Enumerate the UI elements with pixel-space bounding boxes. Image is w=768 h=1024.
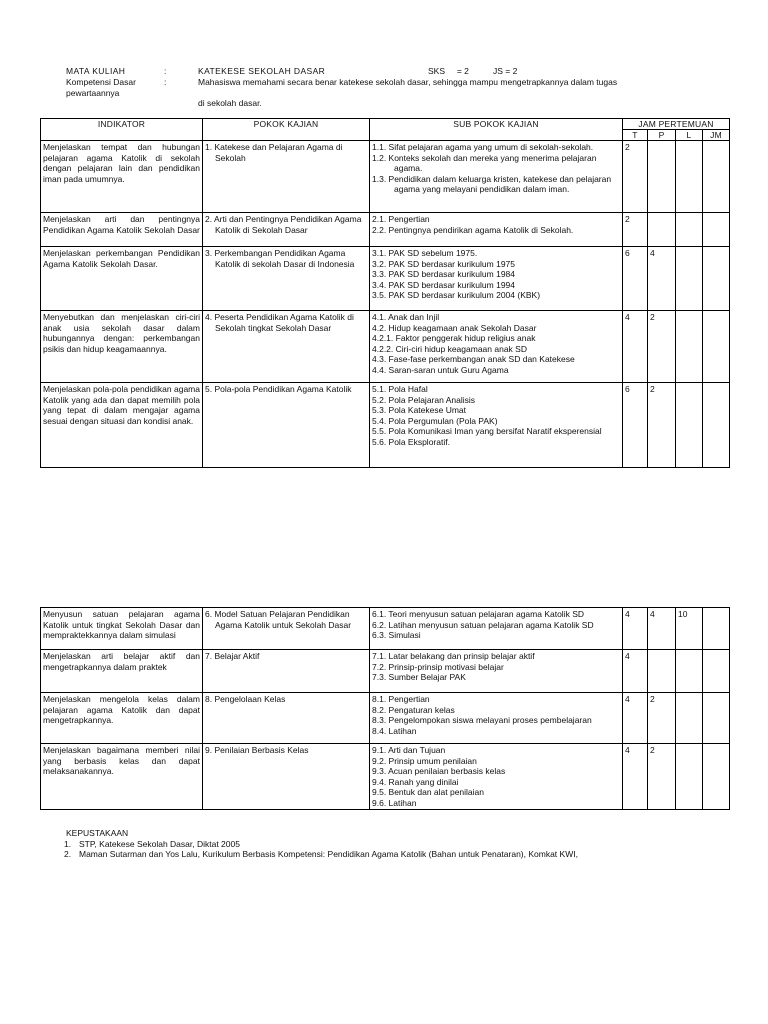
jam-jm-cell bbox=[703, 650, 730, 693]
sub-pokok-item: 7.3. Sumber Belajar PAK bbox=[372, 672, 466, 682]
sub-pokok-item: 1.1. Sifat pelajaran agama yang umum di sekolah-sekolah. bbox=[372, 142, 594, 152]
sub-pokok-item: 8.3. Pengelompokan siswa melayani proses pembelajaran bbox=[372, 715, 592, 725]
indikator-cell: Menjelaskan tempat dan hubungan pelajaran agama Katolik di sekolah dengan pelajaran lain dan pendidikan iman pada umumnya. bbox=[41, 141, 203, 213]
sub-pokok-item: 5.6. Pola Eksploratif. bbox=[372, 436, 450, 447]
sub-pokok-item: 4.2. Hidup keagamaan anak Sekolah Dasar bbox=[372, 322, 537, 333]
sub-pokok-item: 3.3. PAK SD berdasar kurikulum 1984 bbox=[372, 269, 515, 279]
header-jm: JM bbox=[703, 130, 730, 141]
jam-l-cell: 10 bbox=[676, 608, 703, 650]
reference-number: 1. bbox=[64, 838, 72, 849]
jam-jm-cell bbox=[703, 141, 730, 213]
jam-p-cell bbox=[648, 213, 676, 247]
kepustakaan-title: KEPUSTAKAAN bbox=[66, 828, 129, 838]
jam-p-cell: 4 bbox=[648, 247, 676, 311]
kompetensi-label: Kompetensi Dasar bbox=[66, 77, 136, 87]
mata-kuliah-colon: : bbox=[164, 66, 167, 76]
jam-jm-cell bbox=[703, 383, 730, 468]
jam-p-cell: 2 bbox=[648, 744, 676, 810]
sub-pokok-item: 9.2. Prinsip umum penilaian bbox=[372, 755, 477, 766]
sub-pokok-item: 7.2. Prinsip-prinsip motivasi belajar bbox=[372, 661, 504, 672]
sub-pokok-kajian-cell bbox=[370, 247, 623, 311]
jam-p-cell bbox=[648, 650, 676, 693]
sub-pokok-item: 6.2. Latihan menyusun satuan pelajaran agama Katolik SD bbox=[372, 619, 594, 630]
jam-l-cell bbox=[676, 693, 703, 744]
pokok-kajian-cell bbox=[203, 693, 370, 744]
js-value: JS = 2 bbox=[493, 66, 518, 76]
pokok-kajian-text: 3. Perkembangan Pendidikan Agama Katolik di sekolah Dasar di Indonesia bbox=[205, 248, 355, 269]
jam-p-cell bbox=[648, 141, 676, 213]
sub-pokok-item: 4.1. Anak dan Injil bbox=[372, 312, 440, 322]
sub-pokok-item: 3.4. PAK SD berdasar kurikulum 1994 bbox=[372, 279, 515, 290]
reference-item bbox=[66, 839, 578, 850]
jam-l-cell bbox=[676, 744, 703, 810]
sub-pokok-item: 9.1. Arti dan Tujuan bbox=[372, 745, 446, 755]
pokok-kajian-text: 7. Belajar Aktif bbox=[205, 651, 260, 661]
mata-kuliah-label: MATA KULIAH bbox=[66, 66, 126, 76]
pokok-kajian-cell bbox=[203, 141, 370, 213]
pokok-kajian-cell bbox=[203, 608, 370, 650]
table-row bbox=[41, 608, 730, 650]
mata-kuliah-value: KATEKESE SEKOLAH DASAR bbox=[198, 66, 326, 76]
sub-pokok-kajian-cell bbox=[370, 311, 623, 383]
header-l: L bbox=[676, 130, 703, 141]
jam-l-cell bbox=[676, 247, 703, 311]
sub-pokok-item: 7.1. Latar belakang dan prinsip belajar aktif bbox=[372, 651, 535, 661]
sub-pokok-kajian-cell bbox=[370, 693, 623, 744]
sub-pokok-kajian-cell bbox=[370, 744, 623, 810]
jam-jm-cell bbox=[703, 744, 730, 810]
jam-jm-cell bbox=[703, 311, 730, 383]
kepustakaan-section bbox=[66, 828, 578, 860]
pokok-kajian-text: 9. Penilaian Berbasis Kelas bbox=[205, 745, 309, 755]
sub-pokok-item: 5.5. Pola Komunikasi Iman yang bersifat Naratif eksperensial bbox=[372, 426, 602, 436]
pokok-kajian-text: 5. Pola-pola Pendidikan Agama Katolik bbox=[205, 384, 352, 394]
jam-p-cell: 2 bbox=[648, 383, 676, 468]
table-row bbox=[41, 311, 730, 383]
pokok-kajian-cell bbox=[203, 311, 370, 383]
pokok-kajian-text: 2. Arti dan Pentingnya Pendidikan Agama Katolik di Sekolah Dasar bbox=[205, 214, 362, 235]
header-sub-pokok-kajian: SUB POKOK KAJIAN bbox=[370, 119, 623, 141]
sub-pokok-item: 5.3. Pola Katekese Umat bbox=[372, 405, 467, 415]
table-row bbox=[41, 650, 730, 693]
jam-l-cell bbox=[676, 213, 703, 247]
reference-item bbox=[66, 849, 578, 860]
sub-pokok-item: 9.3. Acuan penilaian berbasis kelas bbox=[372, 766, 506, 776]
sub-pokok-item: 6.1. Teori menyusun satuan pelajaran agama Katolik SD bbox=[372, 609, 584, 619]
table-row bbox=[41, 213, 730, 247]
sub-pokok-kajian-cell bbox=[370, 141, 623, 213]
reference-text: STP, Katekese Sekolah Dasar, Diktat 2005 bbox=[79, 838, 240, 849]
table-row bbox=[41, 141, 730, 213]
jam-p-cell: 2 bbox=[648, 693, 676, 744]
sub-pokok-item: 8.4. Latihan bbox=[372, 725, 417, 736]
header-t: T bbox=[623, 130, 648, 141]
sub-pokok-item: 3.2. PAK SD berdasar kurikulum 1975 bbox=[372, 258, 515, 269]
sub-pokok-kajian-cell bbox=[370, 608, 623, 650]
indikator-cell: Menjelaskan mengelola kelas dalam pelajaran agama Katolik dan dapat mengetrapkannya. bbox=[41, 693, 203, 744]
indikator-cell: Menyebutkan dan menjelaskan ciri-ciri anak usia sekolah dasar dalam hubungannya dengan: perkembangan psikis dan hidup keagamaannya. bbox=[41, 311, 203, 383]
indikator-cell: Menjelaskan arti belajar aktif dan mengetrapkannya dalam praktek bbox=[41, 650, 203, 693]
indikator-cell: Menjelaskan arti dan pentingnya Pendidikan Agama Katolik Sekolah Dasar bbox=[41, 213, 203, 247]
pokok-kajian-text: 4. Peserta Pendidikan Agama Katolik di Sekolah tingkat Sekolah Dasar bbox=[205, 312, 354, 333]
syllabus-table bbox=[40, 118, 730, 468]
sub-pokok-item: 4.3. Fase-fase perkembangan anak SD dan Katekese bbox=[372, 354, 575, 364]
table-row bbox=[41, 744, 730, 810]
jam-t-cell: 6 bbox=[623, 247, 648, 311]
sub-pokok-item: 2.2. Pentingnya pendirikan agama Katolik di Sekolah. bbox=[372, 224, 574, 235]
header-jam-pertemuan: JAM PERTEMUAN bbox=[623, 119, 730, 130]
jam-jm-cell bbox=[703, 213, 730, 247]
pokok-kajian-cell bbox=[203, 383, 370, 468]
jam-l-cell bbox=[676, 311, 703, 383]
indikator-cell: Menjelaskan pola-pola pendidikan agama Katolik yang ada dan dapat memilih pola yang tepat di dalam mengajar agama sesuai dengan situasi dan kondisi anak. bbox=[41, 383, 203, 468]
jam-t-cell: 4 bbox=[623, 693, 648, 744]
sks-value: SKS = 2 bbox=[428, 66, 469, 76]
kompetensi-value: Mahasiswa memahami secara benar katekese sekolah dasar, sehingga mampu mengetrapkannya dalam tugas bbox=[198, 77, 618, 87]
jam-l-cell bbox=[676, 650, 703, 693]
table-row bbox=[41, 247, 730, 311]
sub-pokok-item: 8.1. Pengertian bbox=[372, 694, 430, 704]
sub-pokok-item: 9.6. Latihan bbox=[372, 797, 417, 808]
jam-t-cell: 6 bbox=[623, 383, 648, 468]
indikator-cell: Menjelaskan bagaimana memberi nilai yang berbasis kelas dan dapat melaksanakannya. bbox=[41, 744, 203, 810]
sub-pokok-kajian-cell bbox=[370, 383, 623, 468]
jam-t-cell: 4 bbox=[623, 608, 648, 650]
pokok-kajian-text: 8. Pengelolaan Kelas bbox=[205, 694, 286, 704]
sub-pokok-item: 9.4. Ranah yang dinilai bbox=[372, 776, 459, 787]
header-pokok-kajian: POKOK KAJIAN bbox=[203, 119, 370, 141]
sub-pokok-kajian-cell bbox=[370, 213, 623, 247]
sub-pokok-item: 8.2. Pengaturan kelas bbox=[372, 704, 455, 715]
jam-t-cell: 2 bbox=[623, 213, 648, 247]
sub-pokok-item: 5.4. Pola Pergumulan (Pola PAK) bbox=[372, 415, 498, 426]
sub-pokok-item: 4.2.2. Ciri-ciri hidup keagamaan anak SD bbox=[372, 343, 527, 354]
indikator-cell: Menyusun satuan pelajaran agama Katolik untuk tingkat Sekolah Dasar dan mempraktekkannya dalam simulasi bbox=[41, 608, 203, 650]
sub-pokok-item: 1.2. Konteks sekolah dan mereka yang menerima pelajaran agama. bbox=[372, 152, 597, 173]
jam-p-cell: 2 bbox=[648, 311, 676, 383]
header-indikator: INDIKATOR bbox=[41, 119, 203, 141]
pokok-kajian-text: 6. Model Satuan Pelajaran Pendidikan Agama Katolik untuk Sekolah Dasar bbox=[205, 609, 352, 630]
pokok-kajian-cell bbox=[203, 247, 370, 311]
sub-pokok-item: 1.3. Pendidikan dalam keluarga kristen, katekese dan pelajaran agama yang melayani pendidikan dalam iman. bbox=[372, 173, 612, 194]
sub-pokok-item: 5.1. Pola Hafal bbox=[372, 384, 428, 394]
sub-pokok-item: 9.5. Bentuk dan alat penilaian bbox=[372, 787, 485, 797]
sub-pokok-item: 3.5. PAK SD berdasar kurikulum 2004 (KBK) bbox=[372, 290, 541, 300]
jam-jm-cell bbox=[703, 693, 730, 744]
kompetensi-label-continued: pewartaannya bbox=[66, 88, 120, 98]
indikator-cell: Menjelaskan perkembangan Pendidikan Agama Katolik Sekolah Dasar. bbox=[41, 247, 203, 311]
sub-pokok-item: 3.1. PAK SD sebelum 1975. bbox=[372, 248, 478, 258]
jam-jm-cell bbox=[703, 608, 730, 650]
sub-pokok-kajian-cell bbox=[370, 650, 623, 693]
syllabus-table-continued bbox=[40, 607, 730, 810]
table-row bbox=[41, 693, 730, 744]
pokok-kajian-text: 1. Katekese dan Pelajaran Agama di Sekolah bbox=[205, 142, 343, 163]
kompetensi-value-continued: di sekolah dasar. bbox=[198, 98, 262, 108]
jam-jm-cell bbox=[703, 247, 730, 311]
reference-number: 2. bbox=[64, 849, 72, 859]
sub-pokok-item: 2.1. Pengertian bbox=[372, 214, 430, 224]
table-row bbox=[41, 383, 730, 468]
jam-l-cell bbox=[676, 383, 703, 468]
pokok-kajian-cell bbox=[203, 650, 370, 693]
sub-pokok-item: 6.3. Simulasi bbox=[372, 630, 421, 640]
jam-t-cell: 4 bbox=[623, 311, 648, 383]
kompetensi-colon: : bbox=[164, 77, 167, 87]
sub-pokok-item: 4.2.1. Faktor penggerak hidup religius anak bbox=[372, 333, 536, 343]
pokok-kajian-cell bbox=[203, 213, 370, 247]
jam-l-cell bbox=[676, 141, 703, 213]
header-p: P bbox=[648, 130, 676, 141]
sub-pokok-item: 5.2. Pola Pelajaran Analisis bbox=[372, 394, 476, 405]
jam-t-cell: 4 bbox=[623, 650, 648, 693]
reference-text: Maman Sutarman dan Yos Lalu, Kurikulum Berbasis Kompetensi: Pendidikan Agama Katolik (Bahan untuk Penataran), Komkat KWI, bbox=[79, 849, 578, 859]
pokok-kajian-cell bbox=[203, 744, 370, 810]
sub-pokok-item: 4.4. Saran-saran untuk Guru Agama bbox=[372, 364, 509, 375]
jam-t-cell: 4 bbox=[623, 744, 648, 810]
jam-p-cell: 4 bbox=[648, 608, 676, 650]
jam-t-cell: 2 bbox=[623, 141, 648, 213]
